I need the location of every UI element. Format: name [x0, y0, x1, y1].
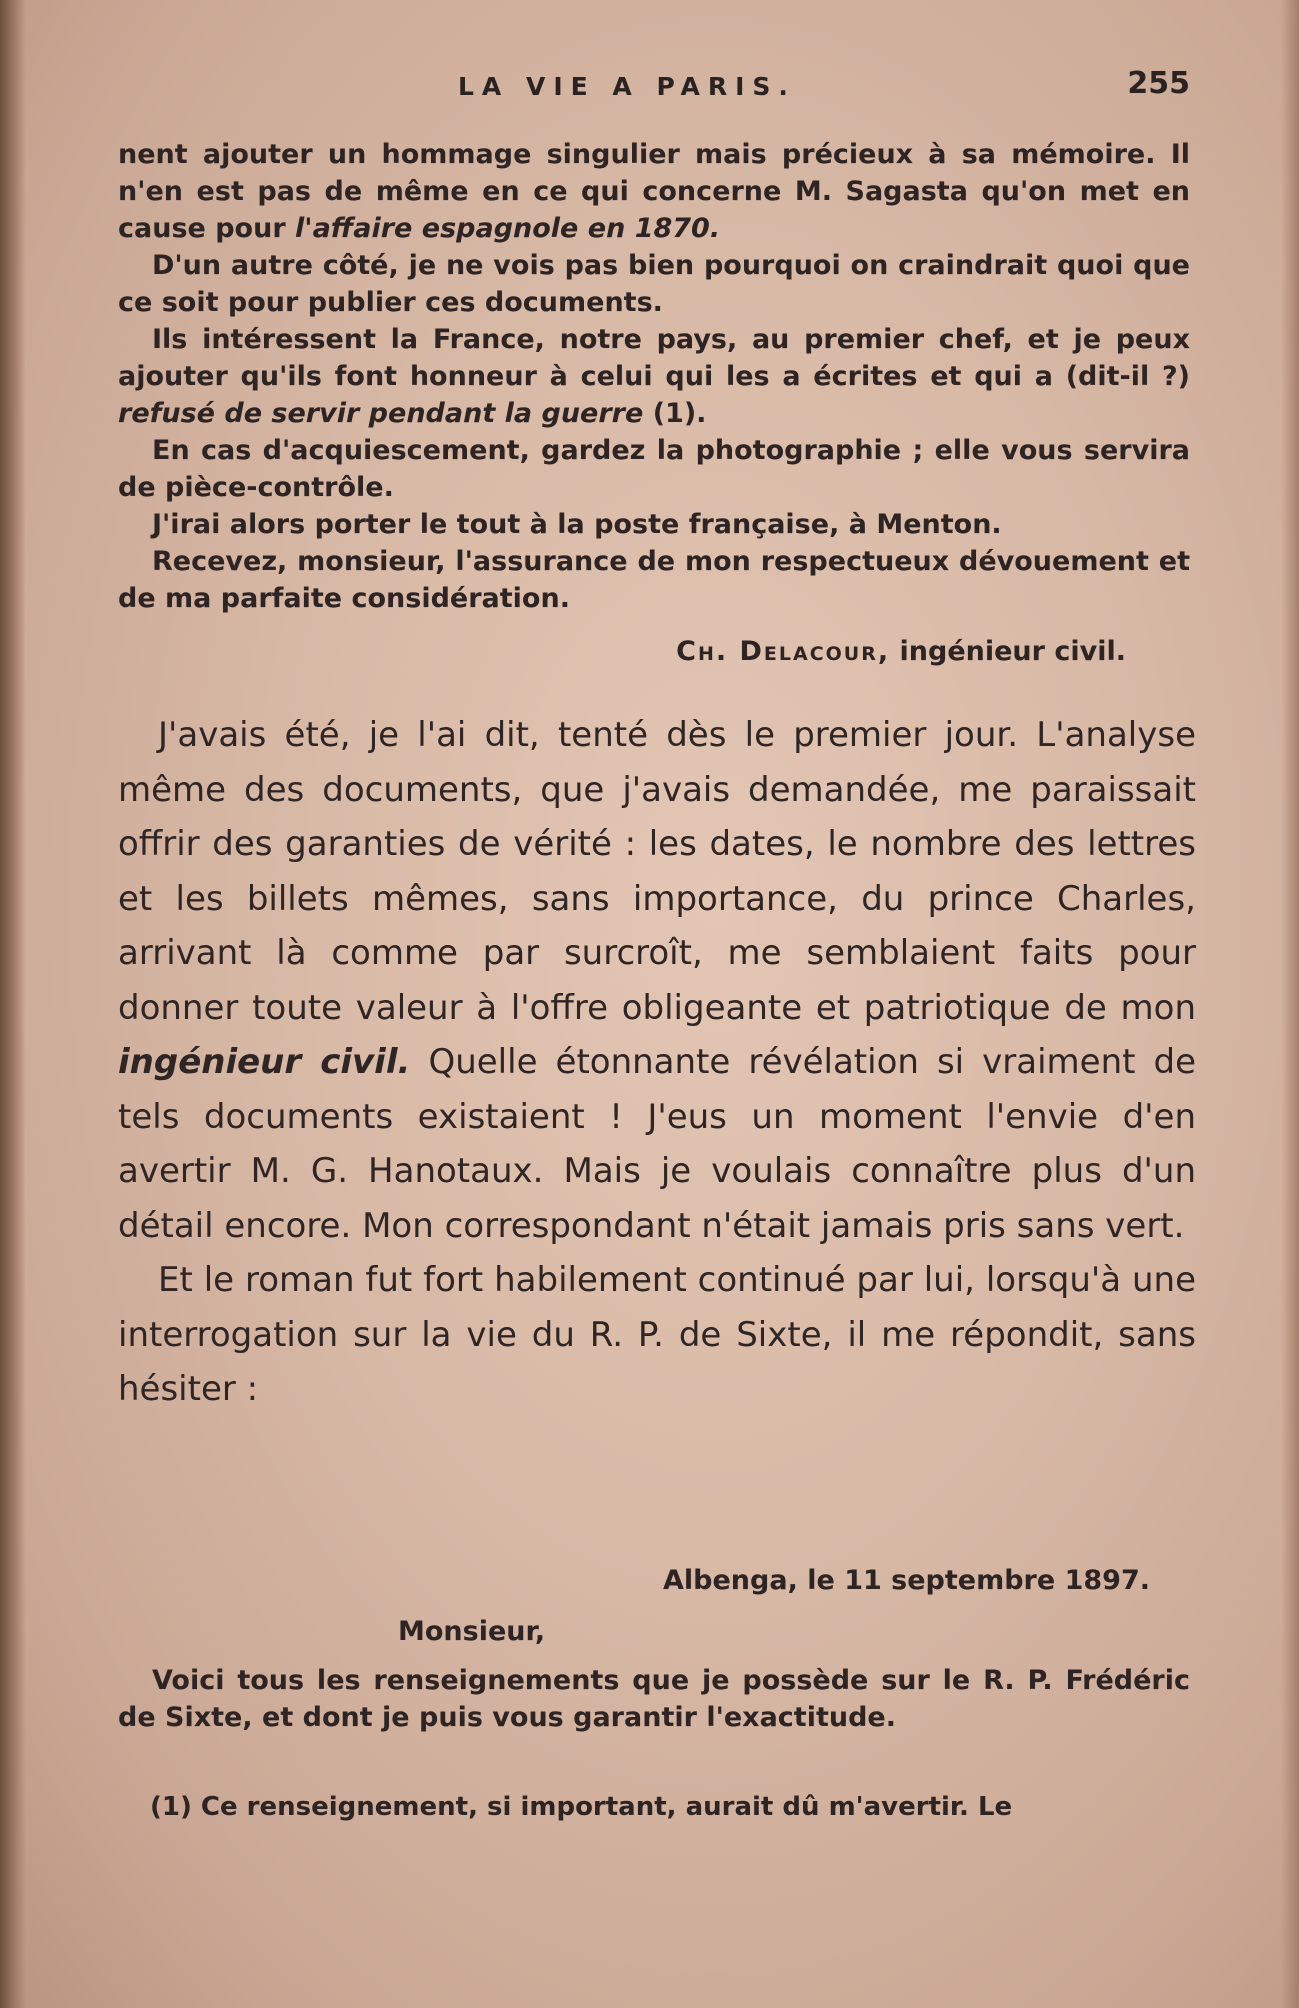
running-head — [118, 66, 1190, 110]
letter-paragraph: Ils intéressent la France, notre pays, au premier chef, et je peux ajouter qu'ils font honneur à celui qui les a écrites et qui a (dit-il ?) refusé de servir pendant la guerre (1). — [118, 324, 1190, 429]
letter-paragraph: Recevez, monsieur, l'assurance de mon respectueux dévouement et de ma parfaite considération. — [118, 546, 1190, 614]
letter-dateline: Albenga, le 11 septembre 1897. — [663, 1565, 1150, 1596]
letter-paragraph: J'irai alors porter le tout à la poste française, à Menton. — [152, 509, 1002, 540]
body-paragraph: J'avais été, je l'ai dit, tenté dès le premier jour. L'analyse même des documents, que j'avais demandée, me paraissait offrir des garanties de vérité : les dates, le nombre des lettres et les billets mêmes, sans importance, du prince Charles, arrivant là comme par surcroît, me semblaient faits pour donner toute valeur à l'offre obligeante et patriotique de mon ingénieur civil. Quelle étonnante révélation si vraiment de tels documents existaient ! J'eus un moment l'envie d'en avertir M. G. Hanotaux. Mais je voulais connaître plus d'un détail encore. Mon correspondant n'était jamais pris sans vert. — [118, 715, 1196, 1246]
body-paragraph: Et le roman fut fort habilement continué par lui, lorsqu'à une interrogation sur la vie du R. P. de Sixte, il me répondit, sans hésiter : — [118, 1260, 1196, 1409]
footnote: (1) Ce renseignement, si important, aurait dû m'avertir. Le — [150, 1792, 1013, 1822]
emphasis-text: ingénieur civil. — [118, 1042, 411, 1082]
quoted-letter — [118, 136, 1190, 670]
letter-salutation: Monsieur, — [398, 1616, 546, 1647]
letter-signature — [118, 633, 1190, 670]
letter-paragraph: nent ajouter un hommage singulier mais précieux à sa mémoire. Il n'en est pas de même en ce qui concerne M. Sagasta qu'on met en cause pour l'affaire espagnole en 1870. — [118, 139, 1190, 244]
emphasis-text: refusé de servir pendant la guerre — [118, 398, 644, 429]
page-number: 255 — [1127, 66, 1190, 101]
signature-title: ingénieur civil. — [890, 636, 1126, 667]
signature-name: Ch. Delacour, — [676, 636, 891, 667]
letter-paragraph: D'un autre côté, je ne vois pas bien pourquoi on craindrait quoi que ce soit pour publier ces documents. — [118, 250, 1190, 318]
body-text — [118, 708, 1196, 1417]
letter-paragraph: Voici tous les renseignements que je possède sur le R. P. Frédéric de Sixte, et dont je puis vous garantir l'exactitude. — [118, 1665, 1190, 1733]
second-letter — [118, 1562, 1190, 1736]
letter-paragraph: En cas d'acquiescement, gardez la photographie ; elle vous servira de pièce-contrôle. — [118, 435, 1190, 503]
running-title: LA VIE A PARIS. — [458, 72, 796, 101]
emphasis-text: l'affaire espagnole en 1870. — [295, 213, 721, 244]
page-edge-shadow — [1281, 0, 1299, 2008]
page-gutter-shadow — [0, 0, 26, 2008]
